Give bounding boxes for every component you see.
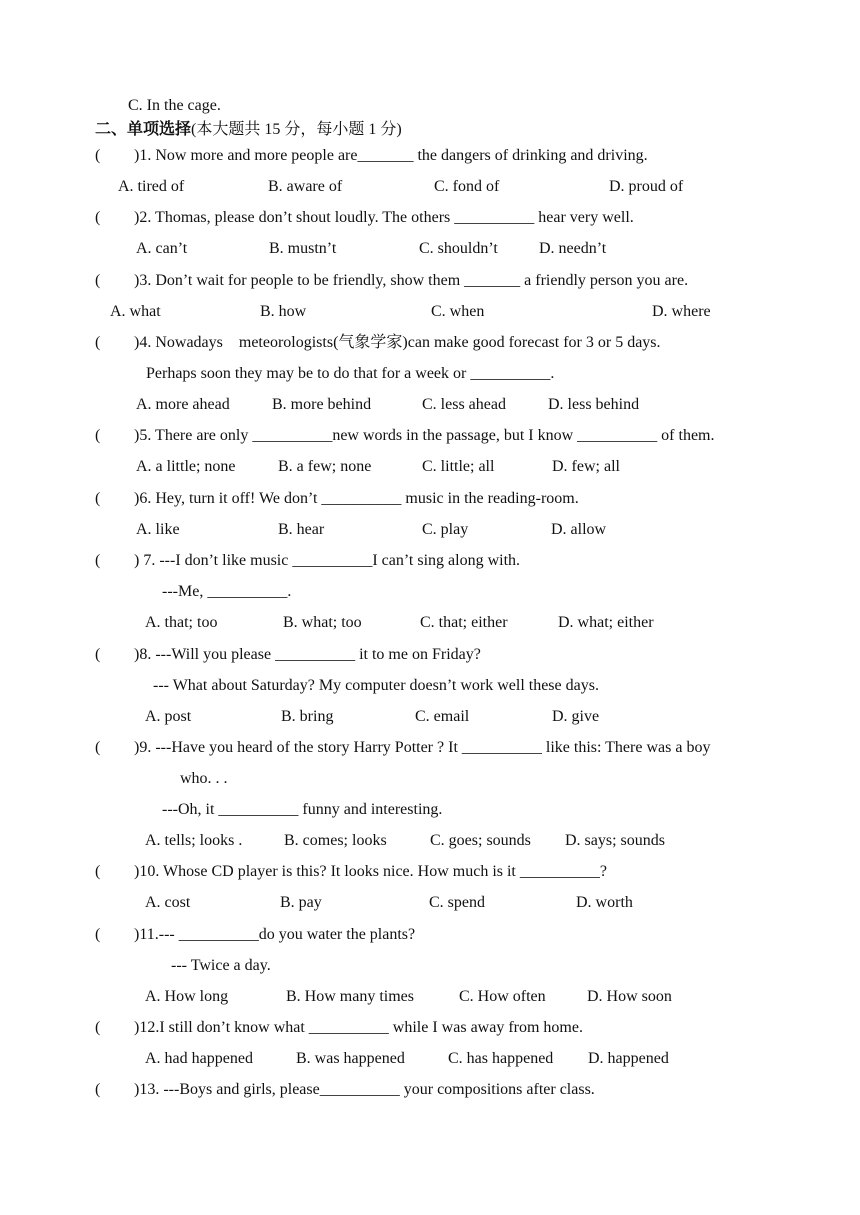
option-d: D. says; sounds [565, 832, 666, 849]
option-a: A. can’t [136, 240, 188, 257]
option-c: C. that; either [420, 614, 508, 631]
option-d: D. worth [576, 894, 633, 911]
option-c: C. shouldn’t [419, 240, 498, 257]
question-reply: --- What about Saturday? My computer doesn’t work well these days. [153, 677, 599, 694]
answer-paren: ( [95, 646, 101, 663]
question-stem: )4. Nowadays meteorologists(气象学家)can make good forecast for 3 or 5 days. [134, 334, 661, 351]
option-a: A. tells; looks . [145, 832, 243, 849]
question-stem: )1. Now more and more people are_______ the dangers of drinking and driving. [134, 147, 648, 164]
option-b: B. how [260, 303, 307, 320]
option-a: A. what [110, 303, 161, 320]
option-b: B. comes; looks [284, 832, 387, 849]
answer-paren: ( [95, 490, 101, 507]
option-c: C. email [415, 708, 470, 725]
question-stem: )5. There are only __________new words in the passage, but I know __________ of them. [134, 427, 715, 444]
option-a: A. that; too [145, 614, 218, 631]
option-d: D. happened [588, 1050, 669, 1067]
option-c: C. play [422, 521, 469, 538]
section-title-main: 二、单项选择 [95, 121, 192, 138]
answer-paren: ( [95, 1019, 101, 1036]
option-d: D. what; either [558, 614, 654, 631]
option-a: A. cost [145, 894, 191, 911]
option-a: A. had happened [145, 1050, 253, 1067]
option-c: C. little; all [422, 458, 495, 475]
question-stem: )6. Hey, turn it off! We don’t __________ music in the reading-room. [134, 490, 579, 507]
option-b: B. How many times [286, 988, 414, 1005]
answer-paren: ( [95, 209, 101, 226]
question-reply: ---Oh, it __________ funny and interesting. [162, 801, 443, 818]
option-c: C. How often [459, 988, 546, 1005]
question-stem: )11.--- __________do you water the plants? [134, 926, 416, 943]
option-c: C. less ahead [422, 396, 506, 413]
answer-paren: ( [95, 739, 101, 756]
option-d: D. proud of [609, 178, 684, 195]
previous-item-option-c: C. In the cage. [128, 97, 221, 114]
answer-paren: ( [95, 427, 101, 444]
question-reply: ---Me, __________. [162, 583, 292, 600]
option-c: C. spend [429, 894, 485, 911]
option-d: D. give [552, 708, 600, 725]
option-d: D. where [652, 303, 711, 320]
option-b: B. bring [281, 708, 334, 725]
option-b: B. aware of [268, 178, 343, 195]
answer-paren: ( [95, 552, 101, 569]
question-stem: )3. Don’t wait for people to be friendly, show them _______ a friendly person you are. [134, 272, 689, 289]
option-d: D. less behind [548, 396, 640, 413]
option-a: A. like [136, 521, 180, 538]
question-stem-wrap: who. . . [180, 770, 228, 787]
option-d: D. allow [551, 521, 607, 538]
option-d: D. few; all [552, 458, 620, 475]
option-b: B. was happened [296, 1050, 405, 1067]
question-reply: --- Twice a day. [171, 957, 271, 974]
option-c: C. when [431, 303, 485, 320]
option-a: A. How long [145, 988, 229, 1005]
option-b: B. what; too [283, 614, 362, 631]
section-title [95, 120, 402, 140]
question-stem-continued: Perhaps soon they may be to do that for a week or __________. [146, 365, 555, 382]
option-a: A. tired of [118, 178, 185, 195]
option-c: C. goes; sounds [430, 832, 531, 849]
question-stem: ) 7. ---I don’t like music __________I can’t sing along with. [134, 552, 521, 569]
question-stem: )9. ---Have you heard of the story Harry Potter ? It __________ like this: There was a boy [134, 739, 711, 756]
answer-paren: ( [95, 272, 101, 289]
option-b: B. a few; none [278, 458, 372, 475]
question-stem: )10. Whose CD player is this? It looks nice. How much is it __________? [134, 863, 607, 880]
question-stem: )12.I still don’t know what __________ while I was away from home. [134, 1019, 583, 1036]
option-a: A. post [145, 708, 192, 725]
section-title-note: (本大题共 15 分，每小题 1 分) [191, 121, 402, 138]
option-c: C. fond of [434, 178, 500, 195]
answer-paren: ( [95, 334, 101, 351]
option-a: A. a little; none [136, 458, 236, 475]
option-c: C. has happened [448, 1050, 554, 1067]
question-stem: )2. Thomas, please don’t shout loudly. The others __________ hear very well. [134, 209, 634, 226]
option-d: D. needn’t [539, 240, 607, 257]
option-b: B. more behind [272, 396, 372, 413]
answer-paren: ( [95, 147, 101, 164]
option-b: B. hear [278, 521, 325, 538]
question-stem: )13. ---Boys and girls, please__________ your compositions after class. [134, 1081, 595, 1098]
option-b: B. mustn’t [269, 240, 337, 257]
option-a: A. more ahead [136, 396, 230, 413]
question-stem: )8. ---Will you please __________ it to me on Friday? [134, 646, 481, 663]
option-b: B. pay [280, 894, 322, 911]
answer-paren: ( [95, 926, 101, 943]
answer-paren: ( [95, 863, 101, 880]
option-d: D. How soon [587, 988, 672, 1005]
answer-paren: ( [95, 1081, 101, 1098]
